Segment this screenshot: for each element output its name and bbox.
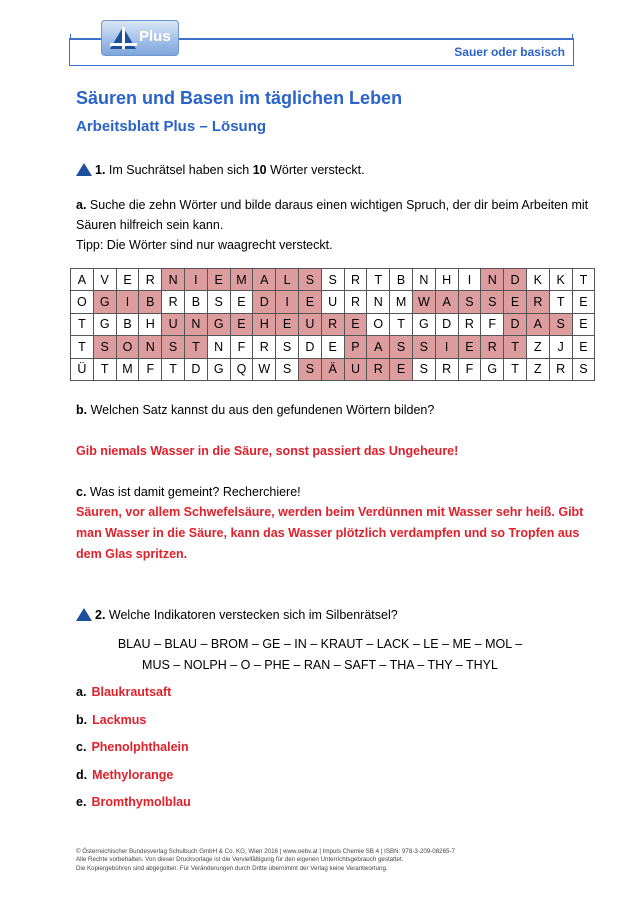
grid-cell: N [412, 269, 435, 291]
grid-cell: T [367, 269, 390, 291]
grid-cell: T [390, 313, 413, 335]
grid-cell: F [481, 313, 504, 335]
grid-cell: D [504, 269, 527, 291]
grid-cell: T [504, 336, 527, 358]
answer-value: Blaukrautsaft [91, 685, 172, 699]
grid-row [71, 313, 595, 335]
grid-cell: E [458, 336, 481, 358]
answer-label: a. [76, 685, 87, 699]
grid-cell: S [93, 336, 116, 358]
task1b-text: Welchen Satz kannst du aus den gefundenen Wörtern bilden? [87, 403, 435, 417]
grid-cell: G [93, 291, 116, 313]
grid-cell: Z [526, 358, 549, 380]
task1-count: 10 [252, 163, 267, 177]
grid-cell: Ä [321, 358, 344, 380]
grid-cell: V [93, 269, 116, 291]
grid-cell: A [367, 336, 390, 358]
grid-cell: T [549, 291, 572, 313]
task1c-answer-line-3: dem Glas spritzen. [76, 547, 188, 561]
grid-cell: A [71, 269, 94, 291]
grid-cell: E [504, 291, 527, 313]
task2-answers [76, 682, 191, 820]
grid-cell: H [435, 269, 458, 291]
answer-label: c. [76, 740, 87, 754]
task2-number: 2. [95, 608, 106, 622]
grid-cell: E [572, 291, 595, 313]
task1a-text-1: Suche die zehn Wörter und bilde daraus einen wichtigen Spruch, der dir beim Arbeiten mit [86, 198, 589, 212]
footer-line-2: Alle Rechte vorbehalten. Von dieser Druckvorlage ist die Vervielfältigung für den eigenen Unterrichtsgebrauch gestattet. [76, 856, 404, 864]
grid-cell: B [139, 291, 162, 313]
grid-cell: R [367, 358, 390, 380]
grid-cell: I [116, 291, 139, 313]
grid-cell: G [93, 313, 116, 335]
grid-cell: T [71, 313, 94, 335]
task1-text-a: Im Suchrätsel haben sich [105, 163, 253, 177]
task-icon [76, 608, 92, 621]
answer-item [76, 682, 191, 710]
grid-cell: N [139, 336, 162, 358]
grid-cell: S [321, 269, 344, 291]
grid-cell: D [253, 291, 276, 313]
grid-cell: R [344, 291, 367, 313]
task1c-label: c. [76, 485, 87, 499]
logo-cross-horizontal [110, 43, 137, 46]
task1a-label: a. [76, 198, 87, 212]
grid-cell: G [207, 358, 230, 380]
grid-row [71, 269, 595, 291]
grid-row [71, 358, 595, 380]
word-search-grid [70, 268, 595, 381]
task-icon [76, 163, 92, 176]
answer-value: Lackmus [92, 712, 147, 727]
task1a-tip: Tipp: Die Wörter sind nur waagrecht versteckt. [76, 238, 333, 252]
grid-cell: E [116, 269, 139, 291]
grid-cell: D [504, 313, 527, 335]
grid-cell: M [230, 269, 253, 291]
grid-cell: T [184, 336, 207, 358]
grid-cell: E [230, 291, 253, 313]
grid-cell: H [139, 313, 162, 335]
grid-cell: K [549, 269, 572, 291]
grid-cell: S [481, 291, 504, 313]
grid-cell: A [526, 313, 549, 335]
grid-cell: B [116, 313, 139, 335]
grid-cell: S [458, 291, 481, 313]
grid-row [71, 291, 595, 313]
grid-cell: E [390, 358, 413, 380]
grid-cell: R [253, 336, 276, 358]
task1c-answer-line-1: Säuren, vor allem Schwefelsäure, werden beim Verdünnen mit Wasser sehr heiß. Gibt [76, 505, 584, 519]
grid-cell: D [184, 358, 207, 380]
task2-heading [95, 605, 398, 625]
grid-cell: R [162, 291, 185, 313]
publisher-logo [101, 20, 179, 56]
grid-cell: R [458, 313, 481, 335]
task2-text: Welche Indikatoren verstecken sich im Silbenrätsel? [105, 608, 398, 622]
grid-cell: R [481, 336, 504, 358]
task1-heading [95, 160, 365, 180]
grid-cell: N [367, 291, 390, 313]
grid-cell: F [230, 336, 253, 358]
grid-cell: R [435, 358, 458, 380]
grid-cell: G [207, 313, 230, 335]
answer-value: Bromthymolblau [91, 795, 191, 809]
grid-cell: N [184, 313, 207, 335]
answer-label: e. [76, 795, 87, 809]
grid-cell: E [344, 313, 367, 335]
grid-cell: N [162, 269, 185, 291]
grid-cell: U [321, 291, 344, 313]
grid-cell: D [298, 336, 321, 358]
grid-cell: R [526, 291, 549, 313]
syllables-line-1: BLAU – BLAU – BROM – GE – IN – KRAUT – LACK – LE – ME – MOL – [117, 637, 523, 651]
grid-cell: F [139, 358, 162, 380]
grid-cell: I [458, 269, 481, 291]
task1b-label: b. [76, 403, 88, 417]
grid-cell: A [253, 269, 276, 291]
grid-cell: I [435, 336, 458, 358]
task1a-instruction [76, 195, 588, 255]
grid-cell: E [276, 313, 299, 335]
grid-cell: O [367, 313, 390, 335]
grid-cell: S [549, 313, 572, 335]
grid-cell: S [162, 336, 185, 358]
grid-cell: R [321, 313, 344, 335]
grid-cell: T [504, 358, 527, 380]
grid-cell: L [276, 269, 299, 291]
grid-cell: U [162, 313, 185, 335]
answer-item [76, 792, 191, 820]
grid-cell: Ü [71, 358, 94, 380]
grid-cell: E [298, 291, 321, 313]
grid-cell: G [481, 358, 504, 380]
answer-value: Methylorange [92, 767, 174, 782]
task1-number: 1. [95, 163, 106, 177]
grid-cell: E [230, 313, 253, 335]
grid-cell: W [253, 358, 276, 380]
grid-cell: G [412, 313, 435, 335]
task1b-question [76, 400, 434, 420]
task1b-answer: Gib niemals Wasser in die Säure, sonst passiert das Ungeheure! [76, 444, 459, 458]
grid-cell: S [572, 358, 595, 380]
grid-cell: T [93, 358, 116, 380]
footer-line-1: © Österreichischer Bundesverlag Schulbuch GmbH & Co. KG, Wien 2016 | www.oebv.at | Impuls Chemie SB 4 | ISBN: 978-3-209-08265-7 [76, 848, 455, 855]
grid-cell: M [116, 358, 139, 380]
grid-cell: E [572, 336, 595, 358]
grid-cell: U [298, 313, 321, 335]
grid-cell: M [390, 291, 413, 313]
task1c-text: Was ist damit gemeint? Recherchiere! [86, 485, 301, 499]
grid-cell: T [572, 269, 595, 291]
grid-cell: E [207, 269, 230, 291]
answer-value: Phenolphthalein [91, 740, 189, 754]
grid-cell: P [344, 336, 367, 358]
grid-cell: O [116, 336, 139, 358]
grid-cell: S [276, 358, 299, 380]
header-tick-left [70, 34, 71, 40]
logo-text: Plus [139, 28, 171, 45]
grid-cell: T [162, 358, 185, 380]
task1a-text-2: Säuren hilfreich sein kann. [76, 218, 224, 232]
grid-cell: E [572, 313, 595, 335]
grid-cell: R [139, 269, 162, 291]
grid-cell: U [344, 358, 367, 380]
grid-cell: R [549, 358, 572, 380]
grid-cell: N [481, 269, 504, 291]
answer-item [76, 710, 191, 738]
answer-label: b. [76, 712, 88, 727]
header-topic: Sauer oder basisch [454, 45, 565, 59]
page-title: Säuren und Basen im täglichen Leben [76, 88, 403, 108]
answer-item [76, 737, 191, 765]
task1c-answer [76, 502, 583, 565]
grid-row [71, 336, 595, 358]
grid-cell: Q [230, 358, 253, 380]
grid-cell: S [412, 336, 435, 358]
grid-cell: S [390, 336, 413, 358]
grid-cell: W [412, 291, 435, 313]
grid-cell: B [184, 291, 207, 313]
grid-cell: O [71, 291, 94, 313]
answer-item [76, 765, 191, 793]
grid-cell: I [276, 291, 299, 313]
grid-cell: S [298, 358, 321, 380]
grid-cell: D [435, 313, 458, 335]
task1c-question [76, 482, 301, 502]
page-subtitle: Arbeitsblatt Plus – Lösung [76, 118, 267, 135]
task1c-answer-line-2: man Wasser in die Säure, kann das Wasser plötzlich verdampfen und so Tropfen aus [76, 526, 580, 540]
header-tick-right [572, 34, 573, 40]
grid-cell: S [207, 291, 230, 313]
grid-cell: R [344, 269, 367, 291]
grid-cell: S [276, 336, 299, 358]
grid-cell: I [184, 269, 207, 291]
grid-cell: H [253, 313, 276, 335]
grid-cell: Z [526, 336, 549, 358]
grid-cell: S [412, 358, 435, 380]
grid-cell: T [71, 336, 94, 358]
syllables-line-2: MUS – NOLPH – O – PHE – RAN – SAFT – THA – THY – THYL [142, 658, 498, 672]
answer-label: d. [76, 767, 88, 782]
grid-cell: K [526, 269, 549, 291]
grid-cell: S [298, 269, 321, 291]
grid-cell: F [458, 358, 481, 380]
grid-cell: J [549, 336, 572, 358]
footer-line-3: Die Kopiergebühren sind abgegolten. Für Veränderungen durch Dritte übernimmt der Verlag keine Verantwortung. [76, 864, 388, 872]
grid-cell: N [207, 336, 230, 358]
footer-copyright [76, 848, 455, 873]
grid-cell: A [435, 291, 458, 313]
grid-cell: E [321, 336, 344, 358]
task1-text-b: Wörter versteckt. [266, 163, 365, 177]
grid-cell: B [390, 269, 413, 291]
